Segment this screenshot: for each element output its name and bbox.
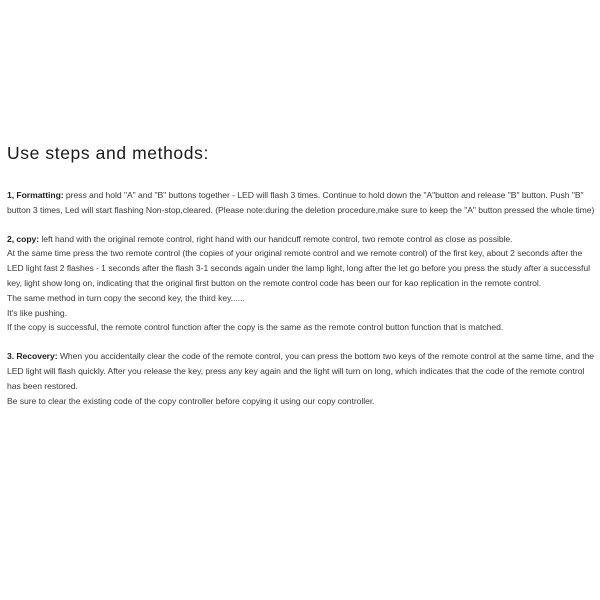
section-paragraph: It's like pushing.: [7, 307, 67, 318]
section-paragraph: [7, 188, 599, 218]
section-copy: [7, 232, 599, 336]
section-heading: 3. Recovery:: [7, 351, 58, 362]
section-paragraph: At the same time press the two remote control (the copies of your original remote control and we remote control) of the first key, about 2 seconds after the LED light fast 2 flashes - 1 seconds after the flash 3-1 seconds again under the lamp light, long after the let go before you press the study after a successful key, light show long on, indicating that the original first button on the remote control code has been our for kao replication in the remote control.: [7, 248, 590, 288]
page-title: Use steps and methods:: [7, 143, 209, 163]
section-text: press and hold "A" and "B" buttons together - LED will flash 3 times. Continue to hold down the "A"button and release "B" button. Push "B" button 3 times, Led will start flashing Non-stop,cleared. (Please note:during the deletion procedure,make sure to keep the "A" button pressed the whole time): [7, 190, 595, 215]
section-paragraph: The same method in turn copy the second key, the third key......: [7, 292, 245, 303]
section-paragraph: [7, 232, 599, 247]
instructions-body: [7, 188, 599, 422]
section-text: left hand with the original remote control, right hand with our handcuff remote control, two remote control as close as possible.: [39, 233, 513, 244]
section-heading: 1, Formatting:: [7, 190, 64, 200]
section-paragraph: Be sure to clear the existing code of the copy controller before copying it using our copy controller.: [7, 395, 375, 406]
section-paragraph: [7, 349, 599, 393]
section-text: When you accidentally clear the code of the remote control, you can press the bottom two keys of the remote control at the same time, and the LED light will flash quickly. After you release the key, press any key again and the light will turn on long, which indicates that the code of the remote control has been restored.: [7, 351, 595, 391]
section-recovery: [7, 349, 599, 408]
section-paragraph: If the copy is successful, the remote control function after the copy is the same as the remote control button function that is matched.: [7, 322, 504, 333]
section-heading: 2, copy:: [7, 233, 40, 244]
section-formatting: [7, 188, 599, 218]
